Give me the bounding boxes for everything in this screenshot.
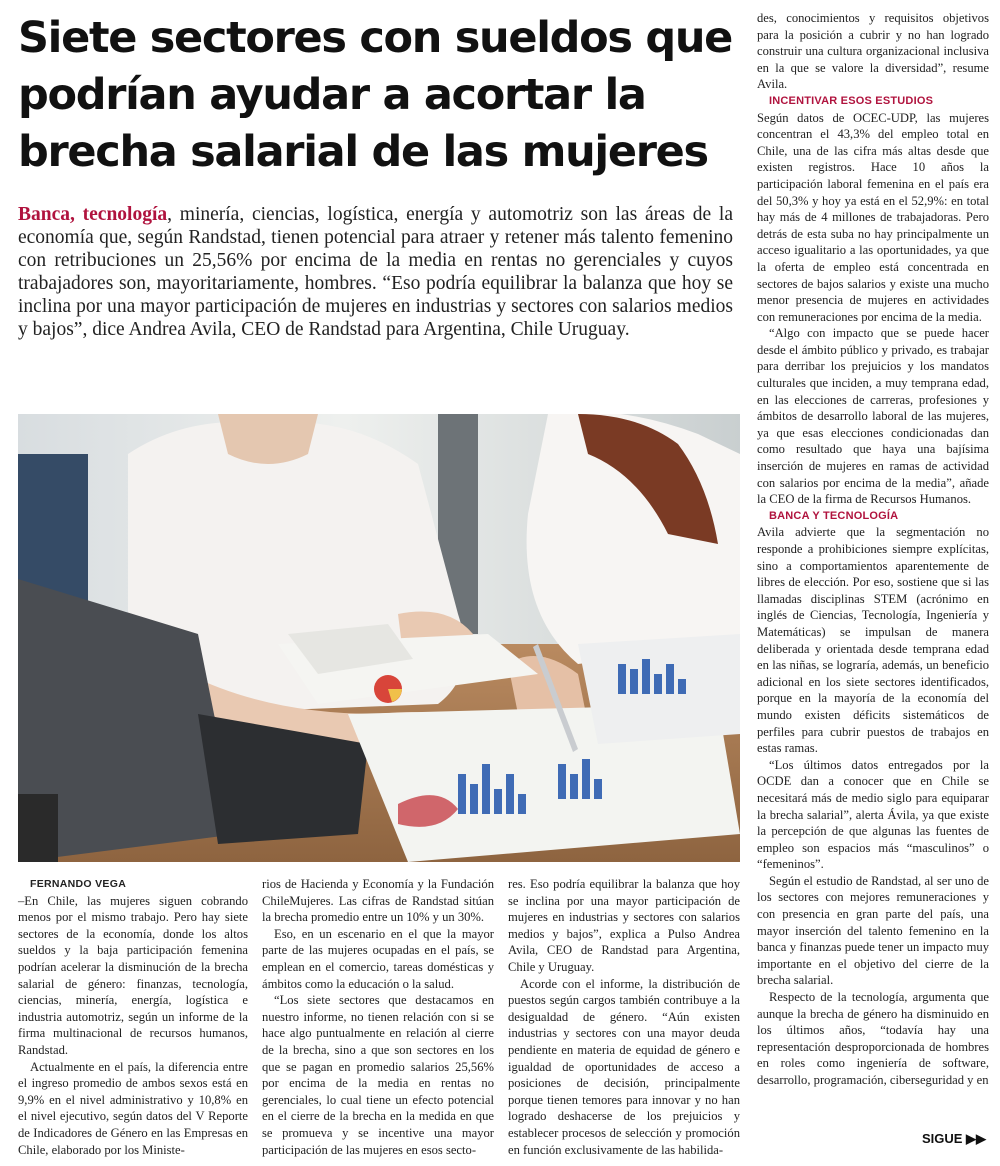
column-2 <box>262 876 494 1158</box>
column-4 <box>757 10 989 1089</box>
continue-link[interactable]: SIGUE ▶▶ <box>921 1131 986 1146</box>
paragraph: –En Chile, las mujeres siguen cobrando menos por el mismo trabajo. Pero hay siete sectores de la economía, donde los altos sueldos y la baja participación femenina podrían acelerar la disminución de la brecha salarial de género: finanzas, tecnología, ciencias, minería, energía, logística e industria automotriz, según un informe de la firma multinacional de recursos humanos, Randstad. <box>18 893 248 1057</box>
paragraph: “Los últimos datos entregados por la OCDE dan a conocer que en Chile se necesitará más de medio siglo para equiparar la brecha salarial”, alerta Ávila, ya que existe la percepción de que algunas las fuentes de empleo son espacios más “masculinos” o “femeninos”. <box>757 757 989 872</box>
paragraph: des, conocimientos y requisitos objetivos para la posición a cubrir y no han logrado construir una cultura organizacional inclusiva en la que se valore la diversidad”, resume Avila. <box>757 11 989 92</box>
headline: Siete sectores con sueldos que podrían ayudar a acortar la brecha salarial de las mujeres <box>18 13 733 177</box>
lead-paragraph <box>18 203 733 341</box>
column-3 <box>508 876 740 1158</box>
paragraph: Eso, en un escenario en el que la mayor parte de las mujeres ocupadas en el país, se emplean en el comercio, tareas domésticas y ámbitos como la educación o la salud. <box>262 926 494 991</box>
paragraph: Avila advierte que la segmentación no responde a prohibiciones siempre explícitas, sino a comportamientos aparentemente de libres de elección. Por eso, sostiene que si las llamadas disciplinas STEM (acrónimo en inglés de Ciencias, Tecnología, Ingeniería y Matemáticas) se impulsan de manera deliberada y orientada desde temprana edad en las niñas, se lograría, además, un beneficio adicional en los siete sectores identificados, porque en la mayoría de la economía del mundo existen déficits sistemáticos de perfiles para cubrir puestos de trabajos en estas ramas. <box>757 525 989 756</box>
paragraph: “Algo con impacto que se puede hacer desde el ámbito público y privado, es trabajar para derribar los prejuicios y los mandatos culturales que inciden, a muy temprana edad, en las elecciones de carreras, profesiones y ámbitos de desarrollo laboral de las mujeres, ya que esas elecciones condicionadas dan como resultado que haya una bajísima inserción de mujeres en ramas de actividad con salarios por encima de la media”, añade la CEO de la firma de Recursos Humanos. <box>757 326 989 507</box>
paragraph: Según datos de OCEC-UDP, las mujeres concentran el 43,3% del empleo total en Chile, una de las cifra más altas desde que existen registros. Hace 10 años la participación laboral femenina en el país era del 50,3% y hoy ya está en el 52,9%: en total hay más de 4 millones de trabajadoras. Pero detrás de esta suba no hay principalmente un acceso igualitario a las oportunidades, ya que la oferta de empleo está concentrada en sectores de bajos salarios y existe una mucho menor presencia de mujeres en actividades con remuneraciones por encima de la media. <box>757 110 989 324</box>
byline: FERNANDO VEGA <box>30 878 127 890</box>
paragraph: rios de Hacienda y Economía y la Fundación ChileMujeres. Las cifras de Randstad sitúan la brecha promedio entre un 10% y un 30%. <box>262 877 494 925</box>
section-heading: BANCA Y TECNOLOGÍA <box>769 509 899 522</box>
paragraph: Según el estudio de Randstad, al ser uno de los sectores con mejores remuneraciones y con presencia en gran parte del país, una mayor inserción del talento femenino en la banca y finanzas puede tener un impacto muy importante en el objetivo del cierre de la brecha salarial. <box>757 873 989 988</box>
paragraph: Respecto de la tecnología, argumenta que aunque la brecha de género ha disminuido en los últimos años, “todavía hay una representación desproporcionada de hombres en roles como ingeniería de software, desarrollo, programación, ciberseguridad y en <box>757 990 989 1087</box>
column-1 <box>18 876 248 1158</box>
paragraph: Actualmente en el país, la diferencia entre el ingreso promedio de ambos sexos está en 9,9% en el nivel administrativo y 10,8% en el nivel ejecutivo, según datos del V Reporte de Indicadores de Género en las Empresas en Chile, elaborado por los Ministe- <box>18 1059 248 1157</box>
photo-illustration <box>18 414 740 862</box>
paragraph: Acorde con el informe, la distribución de puestos según cargos también contribuye a la desigualdad de género. “Aún existen industrias y sectores con una mayor deuda pendiente en materia de equidad de género e igualdad de oportunidades de acceso a posiciones de decisión, principalmente porque tienen temores para innovar y no han logrado deshacerse de los prejuicios y establecer procesos de selección y promoción en función exclusivamente de las habilida- <box>508 976 740 1157</box>
lead-kicker: Banca, tecnología <box>18 204 168 225</box>
lead-text: , minería, ciencias, logística, energía y automotriz son las áreas de la economía que, según Randstad, tienen potencial para atraer y retener más talento femenino con retribuciones un 25,56% por encima de la media en rentas no gerenciales y cuyos trabajadores son, mayoritariamente, hombres. “Eso podría equilibrar la balanza que hoy se inclina por una mayor participación de mujeres en industrias y sectores con salarios medios y bajos”, dice Andrea Avila, CEO de Randstad para Argentina, Chile Uruguay. <box>18 204 733 340</box>
article-photo <box>18 414 740 862</box>
paragraph: res. Eso podría equilibrar la balanza que hoy se inclina por una mayor participación de mujeres en industrias y sectores con salarios medios y bajos”, explica a Pulso Andrea Avila, CEO de Randstad para Argentina, Chile y Uruguay. <box>508 877 740 974</box>
section-heading: INCENTIVAR ESOS ESTUDIOS <box>769 94 934 107</box>
paragraph: “Los siete sectores que destacamos en nuestro informe, no tienen relación con si se hace algo puntualmente en relación al cierre de la brecha, sino a que son sectores en los que se pagan en promedio salarios 25,56% por encima de la media en rentas no gerenciales, lo cual tiene un efecto potencial en el cierre de la brecha en la medida en que se promueva y se incentive una mayor participación de las mujeres en esos secto- <box>262 993 494 1157</box>
